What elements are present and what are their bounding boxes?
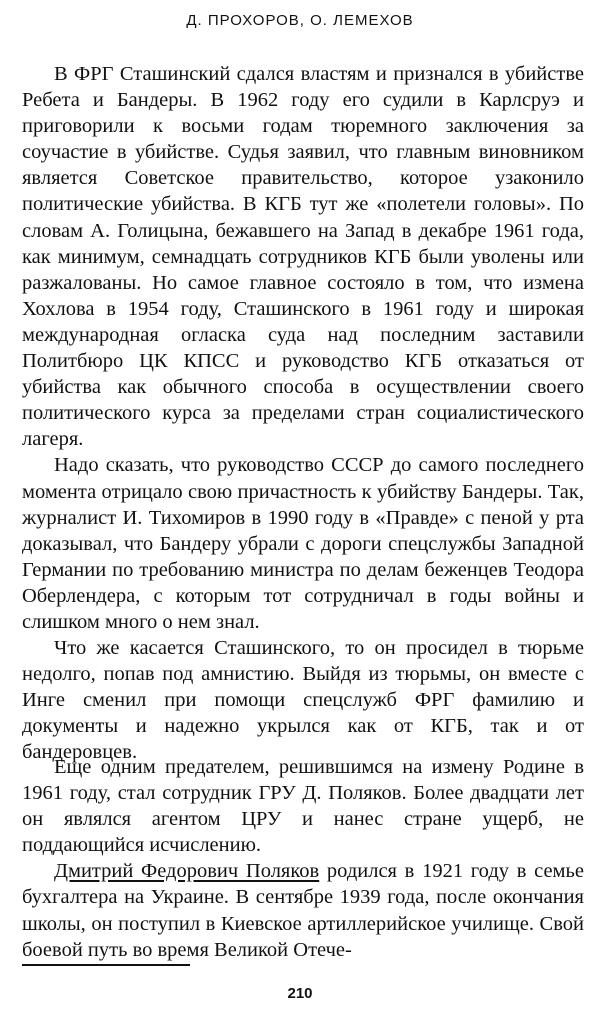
paragraph-continuation: родился в 1921 году в семье бухгалтера на Украине. В сентябре 1939 года, после окончания школы, он поступил в Киевское артиллерийское училище. Свой боевой путь во время Великой Отече- — [22, 860, 584, 961]
paragraph: В ФРГ Сташинский сдался властям и признался в убийстве Ребета и Бандеры. В 1962 году его судили в Карлсруэ и приговорили к восьми годам тюремного заключения за соучастие в убийстве. Судья заявил, что главным виновником является Советское правительство, которое узаконило политические убийства. В КГБ тут же «полетели головы». По словам А. Голицына, бежавшего на Запад в декабре 1961 года, как минимум, семнадцать сотрудников КГБ были уволены или разжалованы. Но самое главное состояло в том, что измена Хохлова в 1954 году, Сташинского в 1961 году и широкая международная огласка суда над последним заставили Политбюро ЦК КПСС и руководство КГБ отказаться от убийства как обычного способа в осуществлении своего политического курса за пределами стран социалистического лагеря. — [22, 63, 584, 451]
text-block-lower — [22, 754, 584, 963]
text-block-upper — [22, 61, 584, 766]
paragraph: Еще одним предателем, решившимся на измену Родине в 1961 году, стал сотрудник ГРУ Д. Поляков. Более двадцати лет он являлся агентом ЦРУ и нанес стране ущерб, не поддающийся исчислению. — [22, 756, 584, 857]
footnote-divider — [22, 964, 190, 966]
paragraph: Что же касается Сташинского, то он просидел в тюрьме недолго, попав под амнистию. Выйдя из тюрьмы, он вместе с Инге сменил при помощи спецслужб ФРГ фамилию и документы и надежно укрылся как от КГБ, так и от бандеровцев. — [22, 637, 584, 764]
paragraph: Надо сказать, что руководство СССР до самого последнего момента отрицало свою причастность к убийству Бандеры. Так, журналист И. Тихомиров в 1990 году в «Правде» с пеной у рта доказывал, что Бандеру убрали с дороги спецслужбы Западной Германии по требованию министра по делам беженцев Теодора Оберлендера, с которым тот сотрудничал в годы войны и слишком много о нем знал. — [22, 454, 584, 633]
paragraph-last — [22, 858, 584, 962]
running-header: Д. ПРОХОРОВ, О. ЛЕМЕХОВ — [186, 12, 414, 29]
underlined-name: Дмитрий Федорович Поляков — [54, 860, 320, 883]
page-number: 210 — [287, 985, 313, 1002]
